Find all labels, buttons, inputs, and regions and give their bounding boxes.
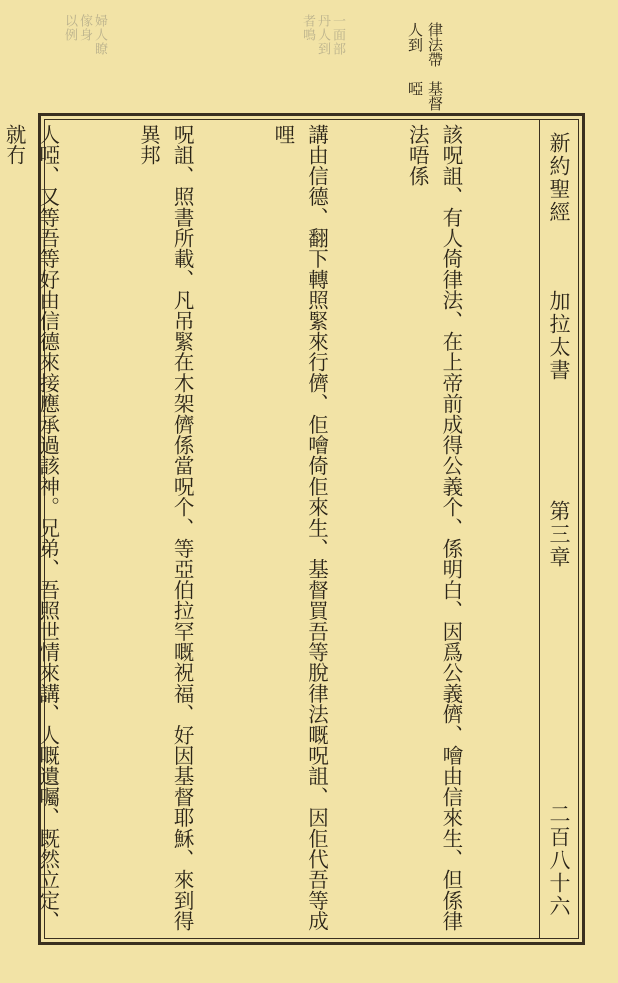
running-header [539,120,578,938]
body-text [2,124,534,936]
text-column: 呪詛、照書所載、凡吊緊在木架儕係當呪个、等亞伯拉罕嘅祝福、好因基督耶穌、來到得異邦 [136,124,195,932]
show-through-text-left: 婦人瞭 傢身 以例 [62,14,107,56]
page-frame [2,113,585,945]
header-page-number: 二百八十六 [547,803,571,918]
header-epistle-title: 加拉太書 [547,290,571,382]
header-book-title: 新約聖經 [547,132,571,224]
show-through-text-right: 一面部 丹人到 者鳴 [300,14,345,56]
text-column: 人啞、又等吾等好由信德來接應承過該神。兄弟、吾照世情來講、人嘅遺囑、既然立定、就冇 [2,124,60,932]
header-chapter: 第三章 [547,500,571,569]
text-column: 該呪詛、有人倚律法、在上帝前成得公義个、係明白、因爲公義儕、噲由信來生、但係律法唔係 [405,124,463,932]
margin-note-line-2: 基督啞 [406,80,444,111]
margin-note-line-1: 律法帶人到 [406,22,444,67]
text-column: 講由信德、翻下轉照緊來行儕、佢噲倚佢來生、基督買吾等脫律法嘅呪詛、因佢代吾等成哩 [270,124,329,932]
margin-notes [405,22,445,112]
